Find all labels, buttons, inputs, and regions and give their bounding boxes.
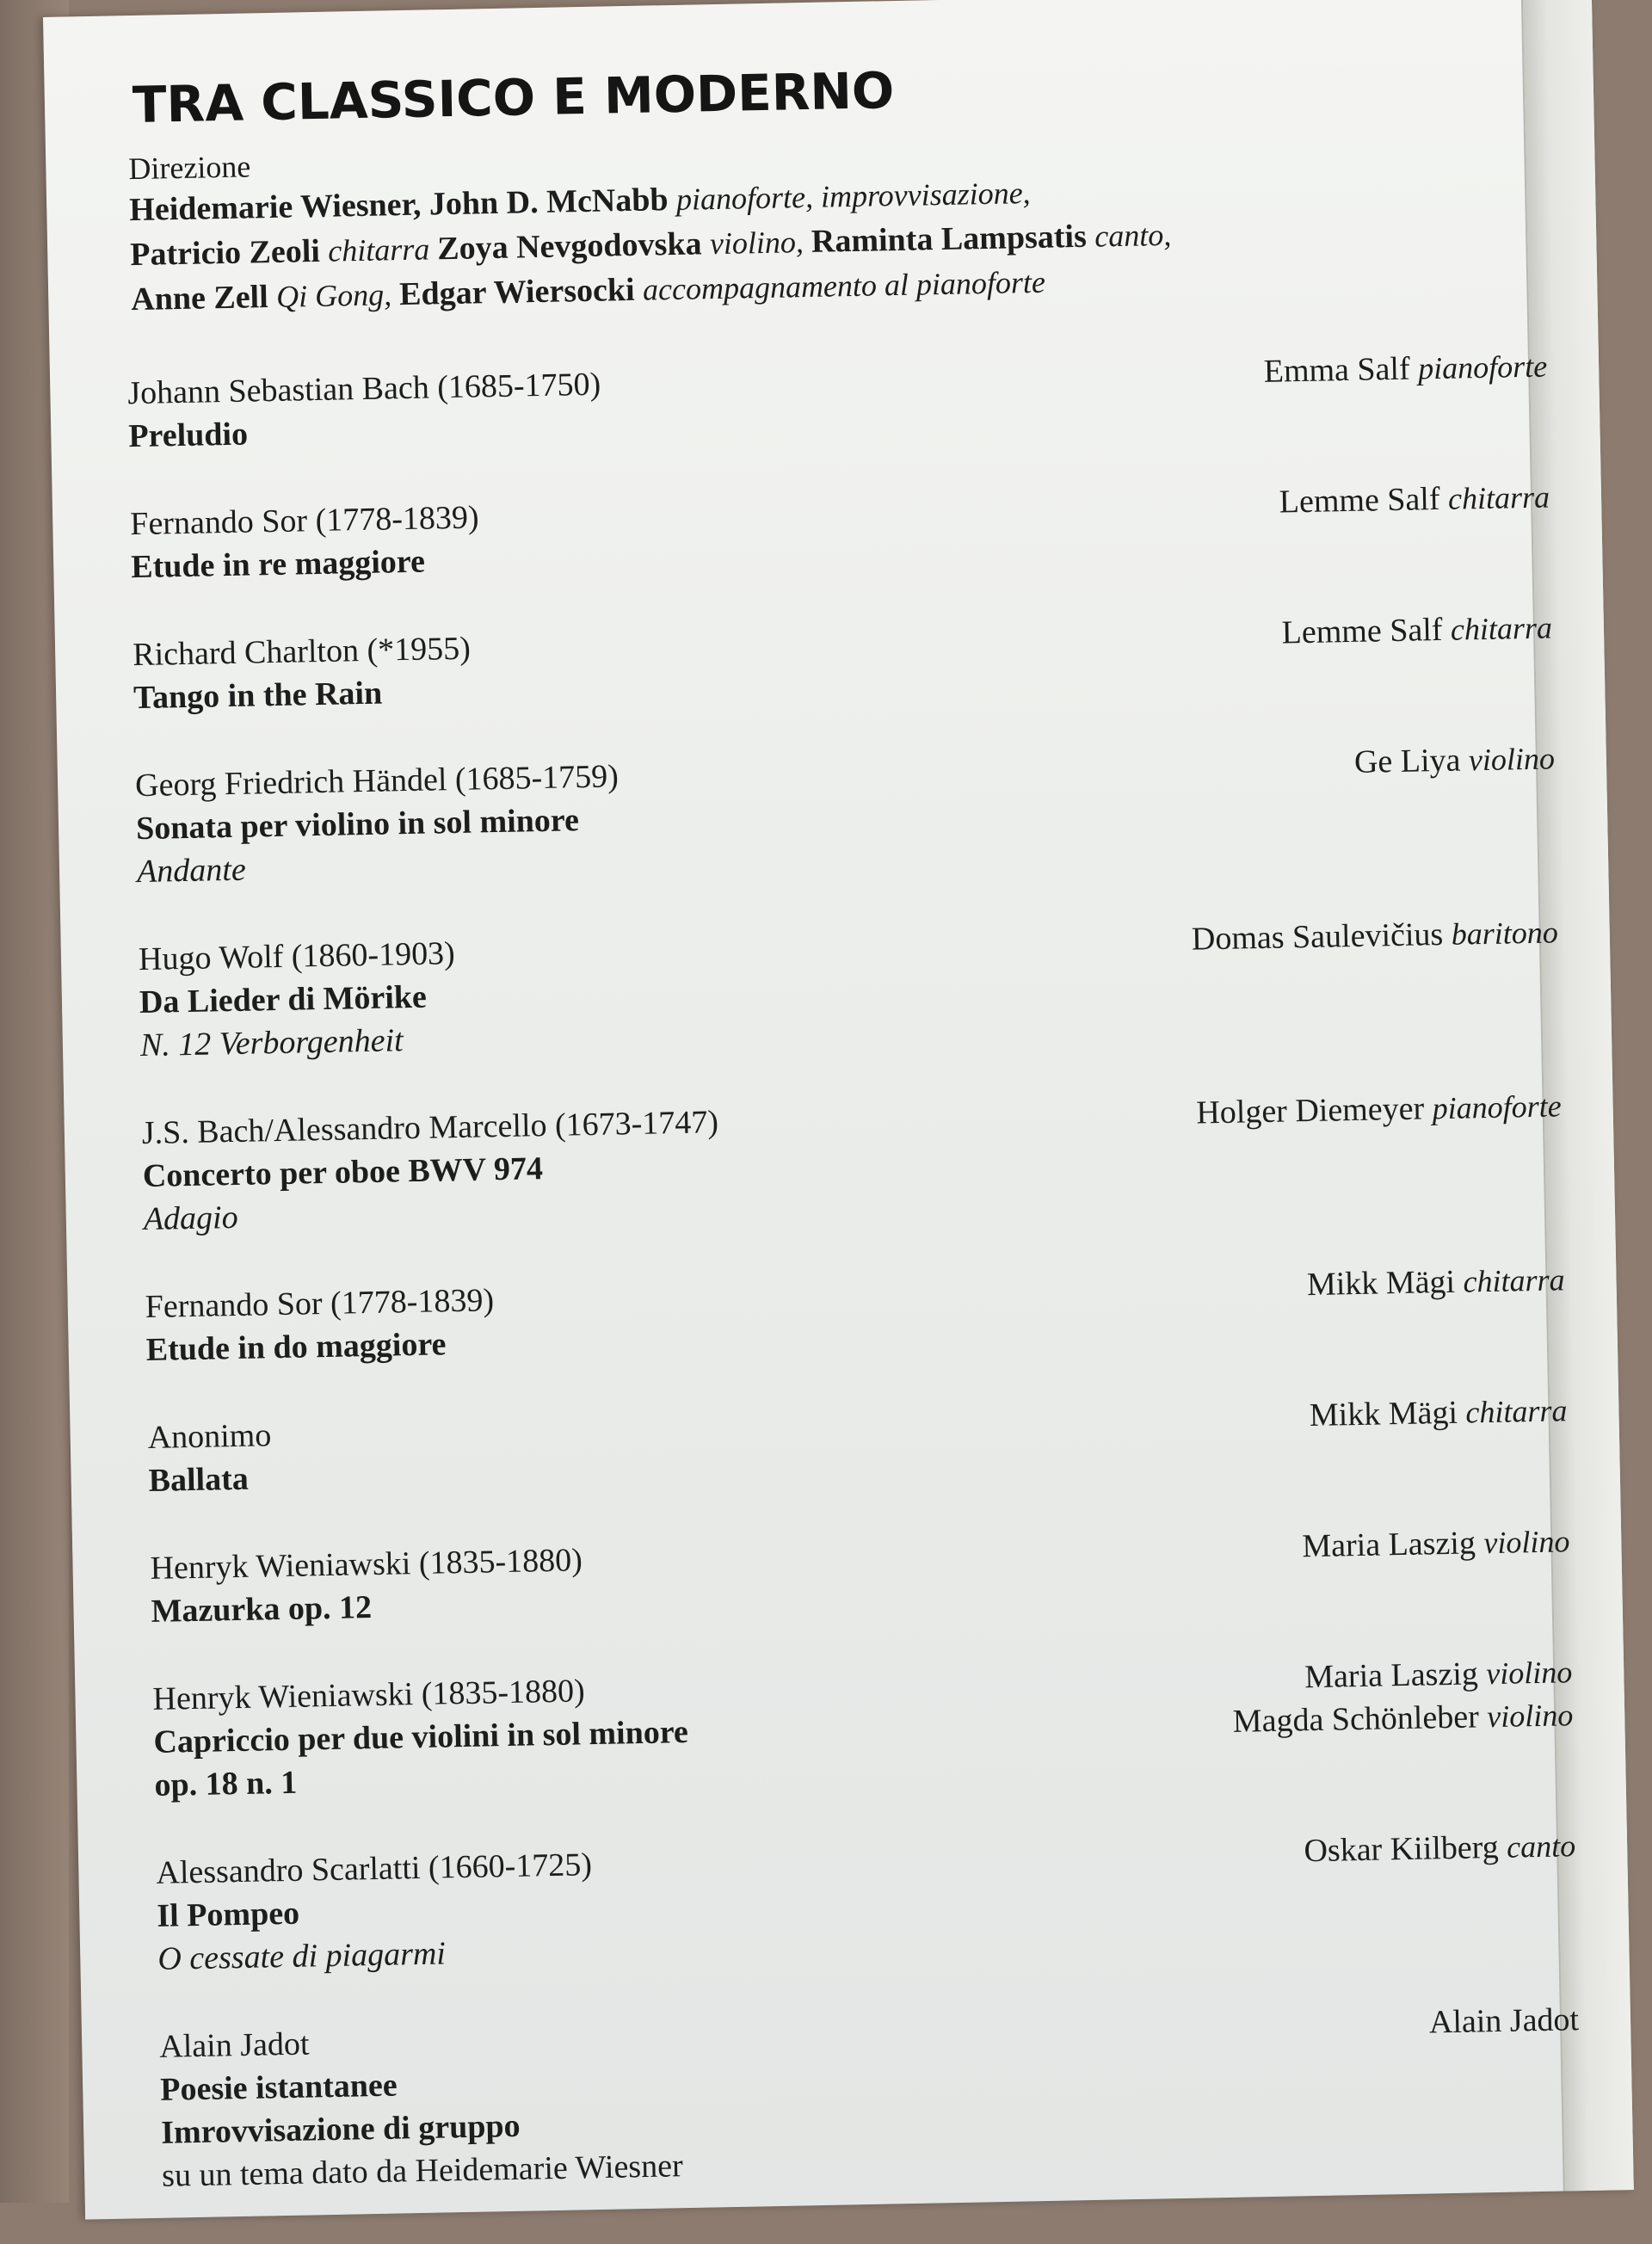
performer-name: Holger Diemeyer bbox=[1195, 1090, 1425, 1131]
piece-info bbox=[145, 1279, 495, 1372]
piece-info bbox=[139, 932, 458, 1067]
performer-name: Emma Salf bbox=[1263, 350, 1411, 390]
performer bbox=[1196, 1084, 1562, 1134]
performer-instrument: violino bbox=[1485, 1655, 1573, 1692]
performer bbox=[1309, 1389, 1567, 1437]
performer-instrument: chitarra bbox=[1465, 1393, 1568, 1430]
performer-instrument: chitarra bbox=[1447, 479, 1550, 516]
program-item bbox=[152, 1649, 1609, 1806]
credit-name: Zoya Nevgodovska bbox=[436, 225, 711, 268]
piece-movement: N. 12 Verborgenheit bbox=[139, 1022, 404, 1064]
performer bbox=[1302, 1520, 1570, 1568]
piece-work: Etude in do maggiore bbox=[145, 1326, 447, 1368]
performers bbox=[1191, 910, 1593, 961]
piece-composer: Alessandro Scarlatti (1660-1725) bbox=[156, 1846, 593, 1891]
piece-composer: Henryk Wieniawski (1835-1880) bbox=[150, 1542, 583, 1587]
performer-name: Mikk Mägi bbox=[1306, 1263, 1456, 1304]
piece-work: Il Pompeo bbox=[156, 1895, 300, 1934]
program-item bbox=[133, 606, 1588, 719]
credit-role: violino, bbox=[709, 224, 812, 262]
program-list bbox=[127, 344, 1616, 2198]
performers bbox=[1309, 1389, 1601, 1438]
piece-composer: J.S. Bach/Alessandro Marcello (1673-1747) bbox=[141, 1104, 719, 1152]
performer-instrument: canto bbox=[1506, 1828, 1576, 1865]
piece-info bbox=[130, 496, 480, 589]
performer-name: Lemme Salf bbox=[1279, 480, 1440, 521]
performer-name: Domas Saulevičius bbox=[1191, 915, 1444, 958]
performer-name: Maria Laszig bbox=[1301, 1525, 1476, 1565]
credit-role: canto, bbox=[1094, 217, 1172, 254]
piece-composer: Hugo Wolf (1860-1903) bbox=[138, 935, 456, 978]
direction-credits bbox=[129, 160, 1581, 322]
piece-work: op. 18 n. 1 bbox=[154, 1764, 298, 1803]
piece-info bbox=[159, 2015, 683, 2198]
piece-info bbox=[127, 363, 602, 459]
performer-instrument: violino bbox=[1486, 1698, 1574, 1735]
performer-instrument: chitarra bbox=[1463, 1262, 1565, 1299]
performer-instrument: baritono bbox=[1451, 915, 1559, 952]
credit-name: Raminta Lampsatis bbox=[811, 218, 1095, 260]
performer bbox=[1304, 1824, 1576, 1872]
direction-label: Direzione bbox=[128, 149, 251, 187]
piece-info bbox=[156, 1843, 594, 1981]
piece-work: Etude in re maggiore bbox=[130, 543, 426, 586]
performer-instrument: violino bbox=[1468, 741, 1556, 778]
piece-composer: Richard Charlton (*1955) bbox=[132, 630, 472, 674]
program-item bbox=[150, 1520, 1606, 1633]
credit-role: chitarra bbox=[327, 231, 438, 268]
performer bbox=[1191, 910, 1558, 960]
performer-name: Maria Laszig bbox=[1304, 1655, 1479, 1696]
performer-name: Oskar Kiilberg bbox=[1304, 1828, 1500, 1870]
piece-work: Sonata per violino in sol minore bbox=[135, 802, 580, 848]
performer-name: Alain Jadot bbox=[1428, 2001, 1580, 2041]
program-item bbox=[145, 1258, 1600, 1372]
piece-info bbox=[152, 1668, 689, 1807]
piece-composer: su un tema dato da Heidemarie Wiesner bbox=[161, 2148, 684, 2194]
piece-work: Imrovvisazione di gruppo bbox=[160, 2107, 521, 2151]
page-title: TRA CLASSICO E MODERNO bbox=[132, 61, 895, 135]
piece-composer: Fernando Sor (1778-1839) bbox=[129, 499, 479, 543]
performer bbox=[1281, 606, 1552, 654]
performer-instrument: violino bbox=[1482, 1524, 1570, 1561]
piece-work: Tango in the Rain bbox=[133, 675, 383, 717]
credit-name: Patricio Zeoli bbox=[129, 232, 329, 274]
credit-role: accompagnamento al pianoforte bbox=[642, 264, 1046, 307]
piece-info bbox=[135, 755, 621, 893]
program-item bbox=[147, 1389, 1603, 1502]
piece-info bbox=[147, 1414, 272, 1502]
piece-work: Capriccio per due violini in sol minore bbox=[153, 1713, 689, 1760]
piece-work: Mazurka op. 12 bbox=[151, 1589, 373, 1630]
credit-name: Edgar Wiersocki bbox=[398, 271, 644, 313]
program-item bbox=[135, 737, 1592, 893]
piece-work: Concerto per oboe BWV 974 bbox=[142, 1150, 544, 1195]
program-content bbox=[121, 14, 1618, 2242]
piece-work: Preludio bbox=[127, 416, 249, 455]
piece-composer: Georg Friedrich Händel (1685-1759) bbox=[134, 758, 620, 805]
credit-name: Anne Zell bbox=[130, 278, 277, 318]
piece-composer: Henryk Wieniawski (1835-1880) bbox=[152, 1673, 586, 1717]
performers bbox=[1196, 1084, 1596, 1135]
performers bbox=[1279, 475, 1584, 524]
performer-name: Magda Schönleber bbox=[1232, 1698, 1480, 1740]
performers bbox=[1302, 1520, 1605, 1569]
piece-movement: Adagio bbox=[143, 1199, 239, 1238]
piece-work: Da Lieder di Mörike bbox=[139, 978, 428, 1021]
performer bbox=[1231, 1650, 1572, 1700]
program-sheet bbox=[43, 0, 1634, 2220]
performers bbox=[1353, 737, 1589, 784]
piece-composer: Alain Jadot bbox=[158, 2025, 310, 2065]
performers bbox=[1231, 1649, 1607, 1742]
performers bbox=[1304, 1823, 1611, 1872]
piece-composer: Fernando Sor (1778-1839) bbox=[145, 1282, 495, 1325]
program-item bbox=[159, 1997, 1617, 2197]
program-item bbox=[141, 1084, 1598, 1241]
performer-instrument: pianoforte bbox=[1417, 348, 1548, 386]
program-item bbox=[139, 910, 1595, 1067]
performer bbox=[1353, 737, 1555, 783]
performer bbox=[1306, 1258, 1564, 1306]
performer bbox=[1263, 345, 1547, 393]
performer bbox=[1232, 1693, 1573, 1743]
program-item bbox=[130, 475, 1586, 589]
performer-name: Ge Liya bbox=[1353, 742, 1461, 780]
credit-role: Qi Gong, bbox=[275, 277, 400, 314]
credit-role: pianoforte, improvvisazione, bbox=[675, 176, 1031, 217]
performer-instrument: chitarra bbox=[1450, 610, 1553, 647]
performer-name: Lemme Salf bbox=[1281, 611, 1443, 651]
credit-name: John D. McNabb bbox=[428, 181, 677, 223]
piece-info bbox=[150, 1538, 583, 1633]
program-item bbox=[156, 1823, 1612, 1980]
program-item bbox=[127, 344, 1583, 458]
piece-info bbox=[141, 1100, 720, 1241]
piece-composer: Johann Sebastian Bach (1685-1750) bbox=[127, 366, 601, 412]
performers bbox=[1306, 1258, 1599, 1307]
piece-work: Ballata bbox=[148, 1460, 250, 1499]
performer-instrument: pianoforte bbox=[1432, 1088, 1563, 1126]
piece-movement: O cessate di piagarmi bbox=[157, 1935, 447, 1977]
piece-info bbox=[133, 627, 472, 720]
performer-name: Mikk Mägi bbox=[1309, 1394, 1458, 1434]
piece-work: Poesie istantanee bbox=[159, 2067, 398, 2108]
performer bbox=[1428, 1998, 1579, 2044]
piece-composer: Anonimo bbox=[147, 1417, 272, 1456]
credit-name: Heidemarie Wiesner, bbox=[128, 186, 430, 229]
piece-movement: Andante bbox=[136, 851, 247, 891]
performers bbox=[1281, 606, 1587, 655]
performer bbox=[1279, 475, 1550, 523]
performers bbox=[1263, 344, 1581, 393]
performers bbox=[1428, 1997, 1613, 2044]
